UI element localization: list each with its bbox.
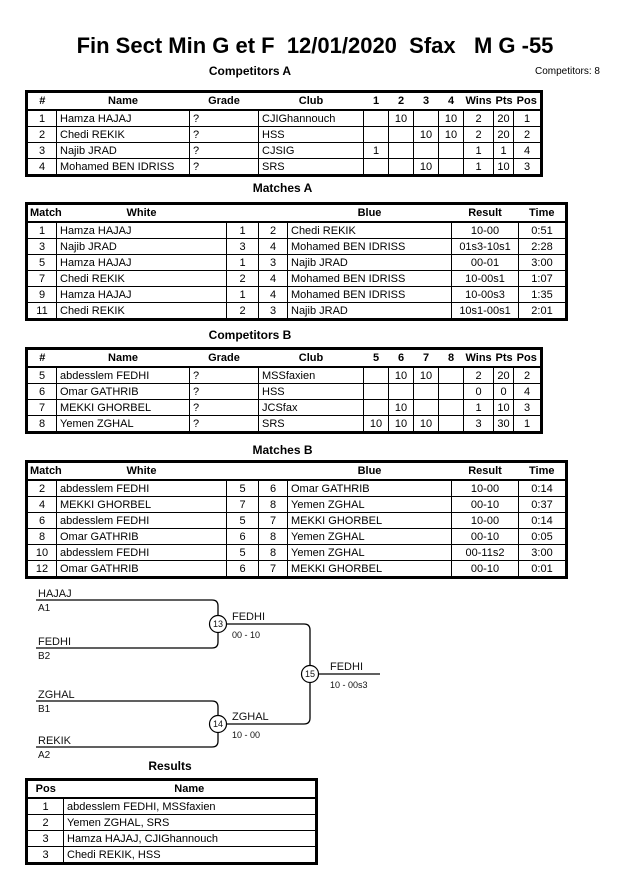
bracket-player-label: FEDHI: [38, 636, 71, 648]
table-cell: Najib JRAD: [288, 303, 452, 320]
table-cell: 5: [227, 480, 259, 497]
table-cell: 0:14: [519, 513, 567, 529]
table-cell: 3: [27, 831, 64, 847]
table-cell: 2:28: [519, 239, 567, 255]
table-cell: 0:05: [519, 529, 567, 545]
table-cell: ?: [190, 110, 259, 127]
table-cell: 2: [27, 480, 57, 497]
table-cell: SRS: [259, 416, 364, 433]
table-cell: 0: [464, 384, 494, 400]
column-header: 2: [389, 92, 414, 111]
table-cell: Yemen ZGHAL: [288, 529, 452, 545]
table-cell: Najib JRAD: [288, 255, 452, 271]
table-cell: 10: [439, 127, 464, 143]
table-row: [27, 847, 317, 864]
table-cell: 7: [27, 400, 57, 416]
table-cell: 0:14: [519, 480, 567, 497]
table-cell: 00-01: [452, 255, 519, 271]
table-cell: 10-00: [452, 513, 519, 529]
column-header: Name: [57, 349, 190, 368]
table-cell: 1: [27, 798, 64, 815]
table-cell: 3: [514, 400, 542, 416]
table-cell: MEKKI GHORBEL: [288, 513, 452, 529]
column-header: #: [27, 92, 57, 111]
column-header: Result: [452, 204, 519, 223]
table-cell: 00-10: [452, 561, 519, 578]
bracket-match-number: 13: [212, 619, 224, 629]
table-cell: 3: [259, 303, 288, 320]
column-header: 4: [439, 92, 464, 111]
table-cell: abdesslem FEDHI: [57, 513, 227, 529]
table-cell: Hamza HAJAJ, CJIGhannouch: [64, 831, 317, 847]
table-cell: Hamza HAJAJ: [57, 287, 227, 303]
table-cell: Hamza HAJAJ: [57, 255, 227, 271]
table-cell: 3: [27, 847, 64, 864]
table-cell: Omar GATHRIB: [288, 480, 452, 497]
table-cell: 6: [27, 513, 57, 529]
table-cell: MEKKI GHORBEL: [288, 561, 452, 578]
table-cell: 2: [227, 303, 259, 320]
table-cell: 3: [259, 255, 288, 271]
column-header: #: [27, 349, 57, 368]
table-cell: 8: [27, 416, 57, 433]
table-cell: Omar GATHRIB: [57, 529, 227, 545]
table-cell: HSS: [259, 127, 364, 143]
table-cell: Najib JRAD: [57, 143, 190, 159]
table-cell: ?: [190, 127, 259, 143]
table-cell: 30: [494, 416, 514, 433]
table-cell: 5: [27, 255, 57, 271]
table-cell: 8: [27, 529, 57, 545]
table-cell: 10: [414, 127, 439, 143]
table-cell: 10-00: [452, 222, 519, 239]
column-header: Pts: [494, 92, 514, 111]
table-cell: 6: [259, 480, 288, 497]
bracket-player-label: HAJAJ: [38, 588, 72, 600]
table-cell: 10: [364, 416, 389, 433]
column-header: Name: [64, 780, 317, 799]
table-cell: 10-00: [452, 480, 519, 497]
table-cell: 8: [259, 497, 288, 513]
table-cell: 2: [514, 127, 542, 143]
table-cell: 8: [259, 545, 288, 561]
table-cell: 2: [514, 367, 542, 384]
table-cell: 2:01: [519, 303, 567, 320]
table-cell: ?: [190, 416, 259, 433]
column-header: 6: [389, 349, 414, 368]
table-cell: 10s1-00s1: [452, 303, 519, 320]
table-cell: 4: [259, 271, 288, 287]
bracket-seed-label: A1: [38, 603, 51, 614]
table-row: [27, 798, 317, 815]
table-cell: ?: [190, 143, 259, 159]
table-cell: 3: [27, 143, 57, 159]
table-cell: Mohamed BEN IDRISS: [288, 287, 452, 303]
section-title-competitors-b: Competitors B: [208, 328, 292, 342]
column-header: 5: [364, 349, 389, 368]
bracket-match-number: 14: [212, 719, 224, 729]
table-cell: abdesslem FEDHI, MSSfaxien: [64, 798, 317, 815]
table-cell: Chedi REKIK: [57, 303, 227, 320]
column-header: Name: [57, 92, 190, 111]
table-cell: Hamza HAJAJ: [57, 222, 227, 239]
table-cell: 10: [389, 400, 414, 416]
table-cell: 1: [514, 110, 542, 127]
bracket-winner-label: FEDHI: [232, 611, 265, 623]
table-cell: 01s3-10s1: [452, 239, 519, 255]
section-title-competitors-a: Competitors A: [208, 64, 292, 78]
table-cell: 1: [27, 110, 57, 127]
column-header: Pts: [494, 349, 514, 368]
bracket-match-number: 15: [304, 669, 316, 679]
table-cell: Najib JRAD: [57, 239, 227, 255]
table-cell: 0: [494, 384, 514, 400]
bracket-player-label: ZGHAL: [38, 689, 75, 701]
header-row: [27, 780, 317, 799]
table-cell: 4: [514, 384, 542, 400]
table-cell: 20: [494, 127, 514, 143]
column-header: Wins: [464, 349, 494, 368]
table-cell: Chedi REKIK: [57, 271, 227, 287]
table-cell: Mohamed BEN IDRISS: [57, 159, 190, 176]
table-cell: 1: [464, 400, 494, 416]
column-header: White: [57, 204, 227, 223]
bracket-winner-label: ZGHAL: [232, 711, 269, 723]
table-cell: 1:07: [519, 271, 567, 287]
table-cell: abdesslem FEDHI: [57, 480, 227, 497]
table-cell: 9: [27, 287, 57, 303]
column-header: Pos: [27, 780, 64, 799]
bracket-seed-label: B1: [38, 704, 51, 715]
column-header: Club: [259, 349, 364, 368]
table-cell: 5: [27, 367, 57, 384]
table-cell: 2: [27, 127, 57, 143]
table-cell: MEKKI GHORBEL: [57, 400, 190, 416]
table-cell: 2: [464, 110, 494, 127]
table-cell: MSSfaxien: [259, 367, 364, 384]
table-cell: 4: [259, 287, 288, 303]
table-cell: Yemen ZGHAL: [288, 545, 452, 561]
bracket-score-label: 10 - 00: [232, 730, 261, 740]
table-cell: 0:51: [519, 222, 567, 239]
table-cell: 7: [259, 561, 288, 578]
table-row: [27, 831, 317, 847]
table-cell: HSS: [259, 384, 364, 400]
table-cell: 20: [494, 367, 514, 384]
table-cell: 10: [389, 416, 414, 433]
table-cell: 10: [414, 159, 439, 176]
table-cell: Yemen ZGHAL: [288, 497, 452, 513]
table-cell: ?: [190, 159, 259, 176]
table-cell: 3: [464, 416, 494, 433]
bracket-seed-label: B2: [38, 651, 51, 662]
column-header: Wins: [464, 92, 494, 111]
table-cell: SRS: [259, 159, 364, 176]
table-cell: ?: [190, 384, 259, 400]
table-cell: 4: [27, 159, 57, 176]
table-cell: 12: [27, 561, 57, 578]
column-header: Pos: [514, 92, 542, 111]
table-cell: 10-00s1: [452, 271, 519, 287]
table-cell: 3: [27, 239, 57, 255]
table-cell: 10: [414, 367, 439, 384]
table-cell: 1: [227, 222, 259, 239]
table-cell: 5: [227, 545, 259, 561]
table-row: [27, 815, 317, 831]
table-cell: 11: [27, 303, 57, 320]
column-header: Pos: [514, 349, 542, 368]
results-table: [25, 778, 318, 865]
table-cell: 20: [494, 110, 514, 127]
table-cell: 0:01: [519, 561, 567, 578]
table-cell: ?: [190, 400, 259, 416]
table-cell: Omar GATHRIB: [57, 384, 190, 400]
table-cell: abdesslem FEDHI: [57, 545, 227, 561]
column-header: Match: [27, 204, 57, 223]
table-cell: 8: [259, 529, 288, 545]
column-header: White: [57, 462, 227, 481]
section-title-matches-a: Matches A: [252, 181, 313, 195]
section-title-matches-b: Matches B: [252, 443, 313, 457]
column-header: Time: [519, 462, 567, 481]
column-header: Time: [519, 204, 567, 223]
table-cell: 7: [259, 513, 288, 529]
table-cell: Yemen ZGHAL, SRS: [64, 815, 317, 831]
column-header: 8: [439, 349, 464, 368]
table-cell: 10: [494, 400, 514, 416]
table-cell: 1: [494, 143, 514, 159]
table-cell: 7: [27, 271, 57, 287]
table-cell: 3:00: [519, 255, 567, 271]
table-cell: 3: [514, 159, 542, 176]
table-cell: 10: [27, 545, 57, 561]
table-cell: 1: [464, 159, 494, 176]
table-cell: 10-00s3: [452, 287, 519, 303]
table-cell: 6: [227, 529, 259, 545]
table-cell: 10: [494, 159, 514, 176]
section-title-results: Results: [148, 759, 192, 773]
table-cell: 1: [227, 255, 259, 271]
table-cell: Mohamed BEN IDRISS: [288, 239, 452, 255]
table-cell: 7: [227, 497, 259, 513]
table-cell: 2: [227, 271, 259, 287]
table-cell: 00-11s2: [452, 545, 519, 561]
table-cell: 10: [389, 110, 414, 127]
table-cell: 4: [27, 497, 57, 513]
table-cell: CJIGhannouch: [259, 110, 364, 127]
table-cell: 2: [464, 127, 494, 143]
table-cell: Hamza HAJAJ: [57, 110, 190, 127]
table-cell: Chedi REKIK: [57, 127, 190, 143]
table-cell: JCSfax: [259, 400, 364, 416]
table-cell: 00-10: [452, 529, 519, 545]
table-cell: abdesslem FEDHI: [57, 367, 190, 384]
column-header: Club: [259, 92, 364, 111]
column-header: Grade: [190, 92, 259, 111]
table-cell: 10: [414, 416, 439, 433]
table-cell: Omar GATHRIB: [57, 561, 227, 578]
column-header: Grade: [190, 349, 259, 368]
table-cell: Chedi REKIK: [288, 222, 452, 239]
table-cell: 6: [27, 384, 57, 400]
table-cell: 2: [259, 222, 288, 239]
table-cell: 1: [27, 222, 57, 239]
table-cell: 4: [259, 239, 288, 255]
column-header: Blue: [288, 462, 452, 481]
table-cell: 2: [464, 367, 494, 384]
bracket-score-label: 10 - 00s3: [330, 680, 368, 690]
table-cell: 0:37: [519, 497, 567, 513]
column-header: Result: [452, 462, 519, 481]
competitors-count: Competitors: 8: [534, 66, 600, 77]
bracket-player-label: REKIK: [38, 735, 72, 747]
table-cell: 10: [389, 367, 414, 384]
table-cell: 3: [227, 239, 259, 255]
column-header: 7: [414, 349, 439, 368]
table-cell: 1: [464, 143, 494, 159]
table-cell: 1: [514, 416, 542, 433]
table-cell: 5: [227, 513, 259, 529]
table-cell: 1: [364, 143, 389, 159]
bracket-seed-label: A2: [38, 750, 51, 761]
table-cell: 6: [227, 561, 259, 578]
table-cell: 10: [439, 110, 464, 127]
table-cell: ?: [190, 367, 259, 384]
bracket-score-label: 00 - 10: [232, 630, 261, 640]
column-header: 3: [414, 92, 439, 111]
bracket-winner-label: FEDHI: [330, 661, 363, 673]
column-header: Match: [27, 462, 57, 481]
table-cell: CJSIG: [259, 143, 364, 159]
table-cell: MEKKI GHORBEL: [57, 497, 227, 513]
table-cell: 1: [227, 287, 259, 303]
column-header: Blue: [288, 204, 452, 223]
table-cell: Yemen ZGHAL: [57, 416, 190, 433]
table-cell: 1:35: [519, 287, 567, 303]
table-cell: Mohamed BEN IDRISS: [288, 271, 452, 287]
column-header: 1: [364, 92, 389, 111]
table-cell: 2: [27, 815, 64, 831]
page-title: Fin Sect Min G et F 12/01/2020 Sfax M G -55: [76, 33, 554, 58]
table-cell: 3:00: [519, 545, 567, 561]
table-cell: Chedi REKIK, HSS: [64, 847, 317, 864]
table-cell: 4: [514, 143, 542, 159]
table-cell: 00-10: [452, 497, 519, 513]
